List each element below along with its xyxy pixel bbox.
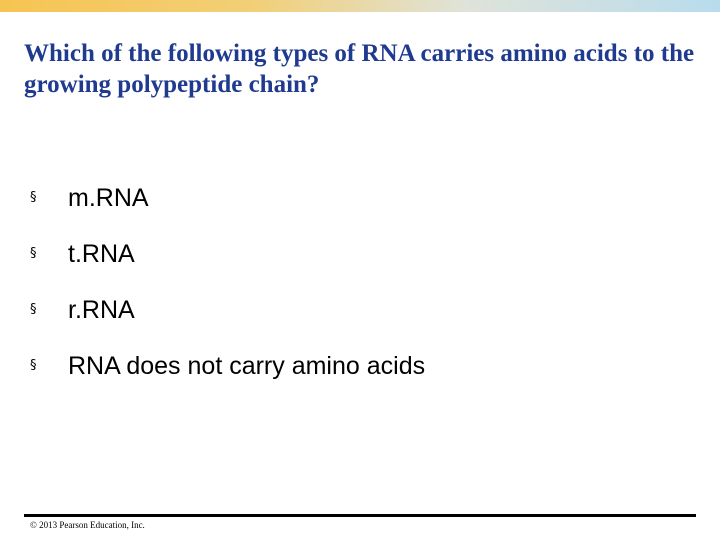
answer-option-trna[interactable]	[30, 234, 425, 290]
answer-option-label: RNA does not carry amino acids	[68, 352, 426, 380]
section-bullet-icon: §	[30, 358, 37, 373]
answer-option-mrna[interactable]	[30, 178, 425, 234]
answer-option-label: t.RNA	[68, 240, 135, 268]
answer-option-label: m.RNA	[68, 184, 149, 212]
section-bullet-icon: §	[30, 190, 37, 205]
copyright-notice: © 2013 Pearson Education, Inc.	[30, 520, 145, 530]
answer-option-label: r.RNA	[68, 296, 135, 324]
top-gradient-band	[0, 0, 720, 12]
question-title: Which of the following types of RNA carries amino acids to the growing polypeptide chain?	[24, 40, 695, 98]
answer-option-rrna[interactable]	[30, 290, 425, 346]
footer-divider	[24, 514, 696, 517]
answer-options-list	[30, 178, 425, 402]
section-bullet-icon: §	[30, 246, 37, 261]
section-bullet-icon: §	[30, 302, 37, 317]
answer-option-none[interactable]	[30, 346, 425, 402]
